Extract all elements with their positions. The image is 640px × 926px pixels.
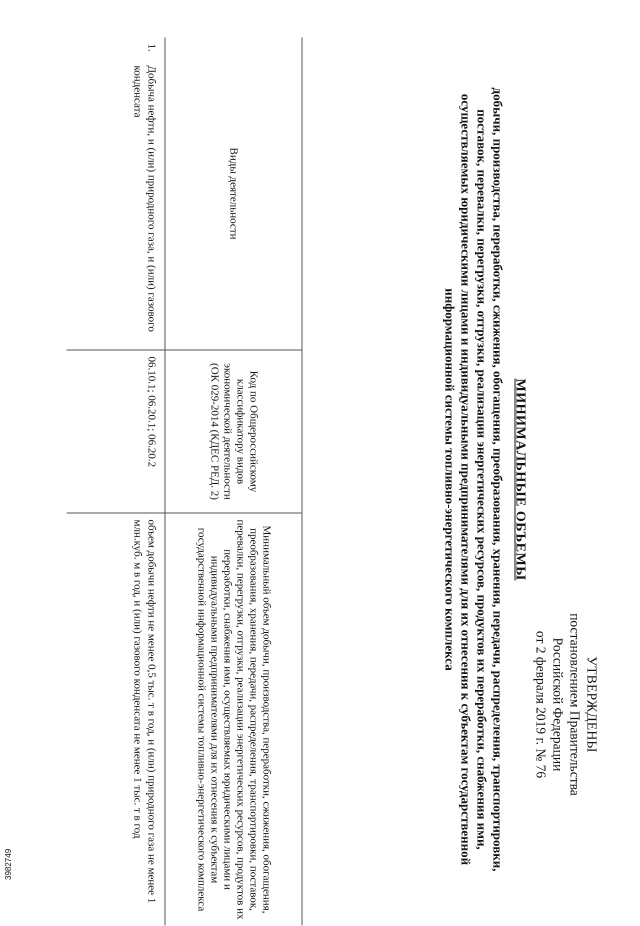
approval-line-3: от 2 февраля 2019 г. № 76 (533, 555, 550, 855)
cell-activity (67, 38, 166, 351)
approval-line-1: постановлением Правительства (567, 555, 584, 855)
cell-minimum: объем добычи нефти не менее 0,5 тыс. т в год, и (или) природного газа не менее 1 млн.куб. м в год, и (или) газового конденсата не менее 1 тыс. т в год (67, 513, 166, 926)
header-activity: Виды деятельности (165, 38, 302, 351)
document-heading (442, 60, 528, 900)
approval-block (533, 555, 601, 855)
row-activity: Добыча нефти, и (или) природного газа, и (или) газового конденсата (131, 66, 159, 344)
header-code: Код по Общероссийскому классификатору видов экономической деятельности (ОК 029-2014 (КДЕС РЕД. 2) (165, 350, 302, 513)
document-subtitle: добычи, производства, переработки, сжижения, обогащения, преобразования, хранения, передачи, распределения, транспортировки, поставок, перевалки, перегрузки, отгрузки, реализации энергетических ресурсов, продуктов их переработки, снабжения ими, осуществляемых юридическими лицами и индивидуальными предпринимателями для их отнесения к субъектам государственной информационной системы топливно-энергетического комплекса (442, 60, 506, 900)
approval-line-2: Российской Федерации (550, 555, 567, 855)
rotated-page (1, 0, 640, 905)
approval-title: УТВЕРЖДЕНЫ (584, 555, 601, 855)
cell-code: 06.10.1; 06.20.1; 06.20.2 (67, 350, 166, 513)
document-title: МИНИМАЛЬНЫЕ ОБЪЕМЫ (512, 60, 528, 900)
row-number: 1. (131, 44, 159, 66)
header-minimum: Минимальный объем добычи, производства, переработки, сжижения, обогащения, преобразования, хранения, передачи, распределения, транспортировки, поставок, перевалки, перегрузки, отгрузки, реализации энергетических ресурсов, продуктов их переработки, снабжения ими, осуществляемых юридическими лицами и индивидуальными предпринимателями для их отнесения к субъектам государственной информационной системы топливно-энергетического комплекса (165, 513, 302, 926)
volumes-table (67, 38, 303, 926)
table-header-row (165, 38, 302, 926)
table-row (67, 38, 166, 926)
document-number: 3982749 (4, 849, 13, 880)
